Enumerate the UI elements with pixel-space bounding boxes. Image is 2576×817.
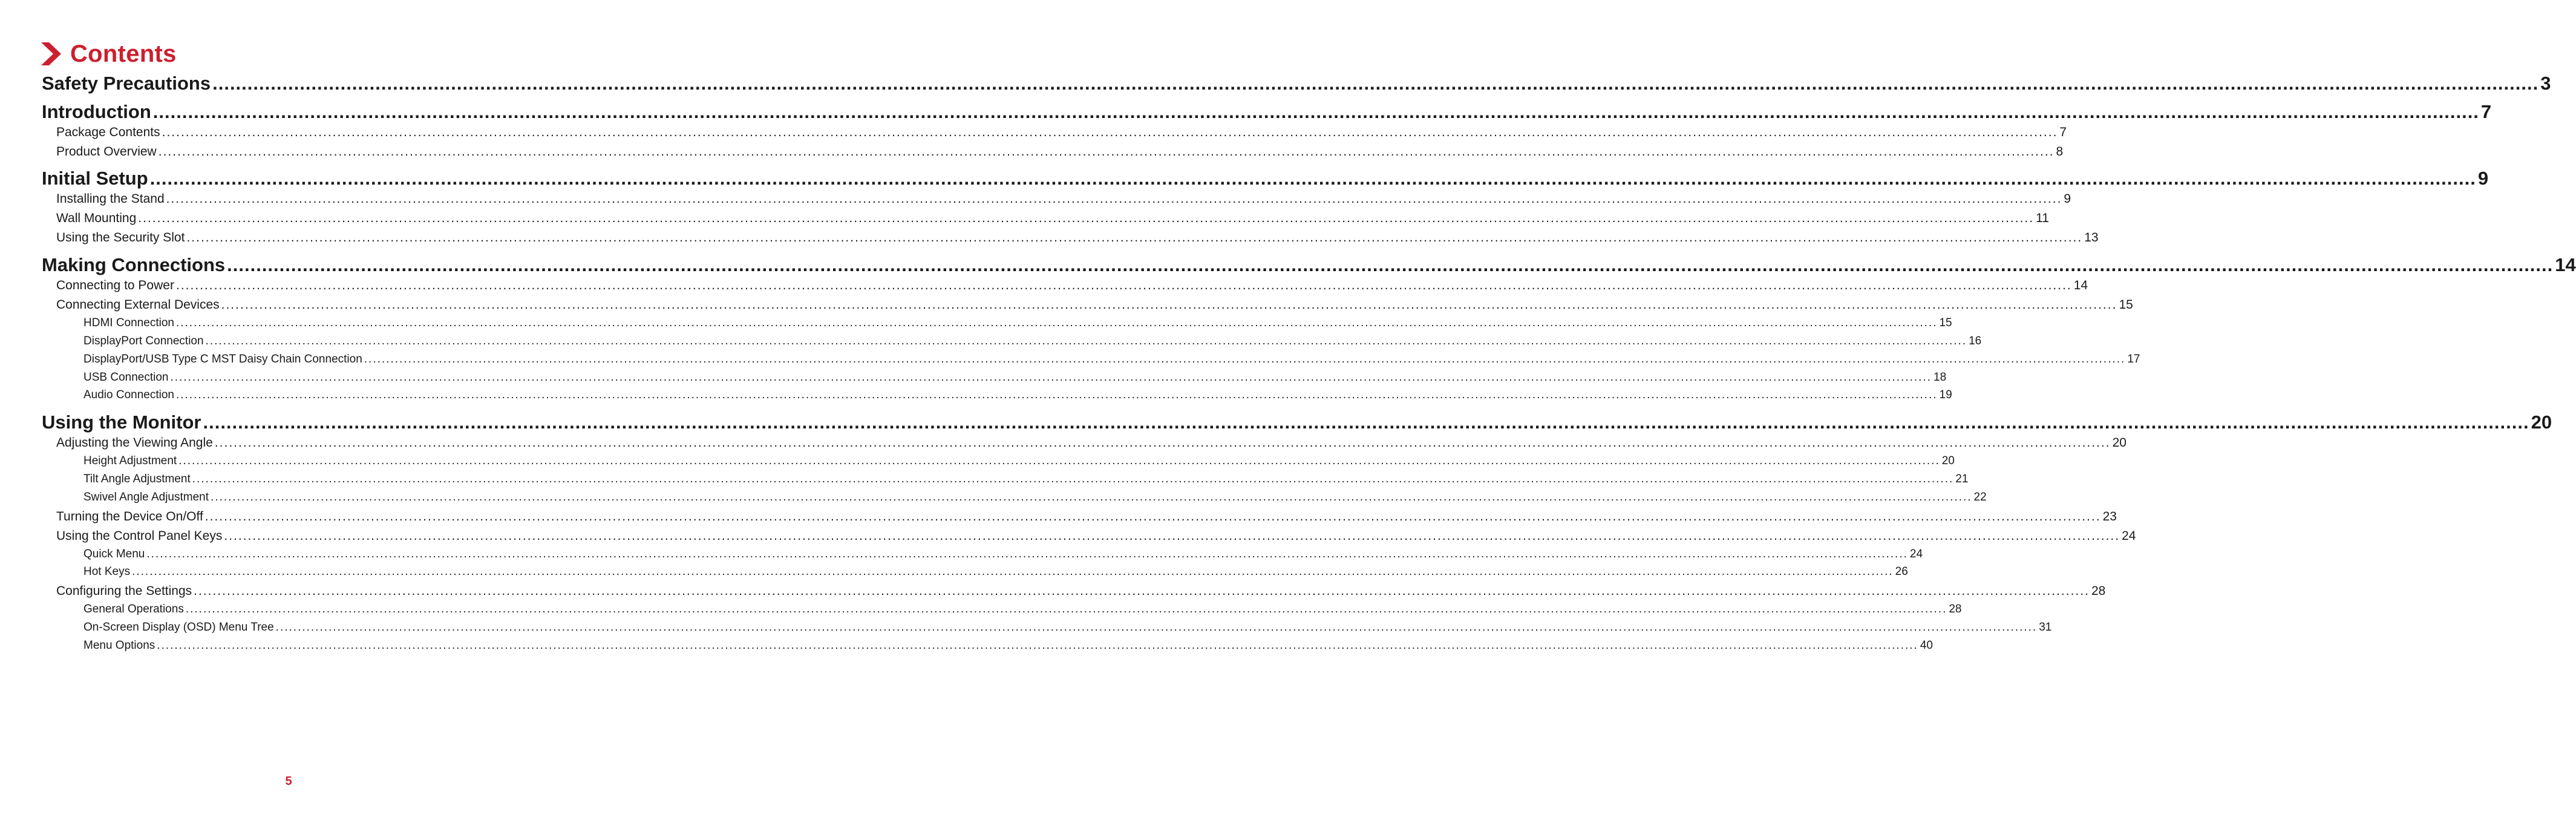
toc-entry-page: 3 [2540,73,2551,94]
toc-entry-title: Connecting to Power [56,278,174,292]
toc-entry-title: Using the Monitor [42,412,201,433]
toc-entry-page: 22 [1973,491,1987,504]
toc-entry[interactable] [83,473,1969,486]
toc-leader-dots: ................................................................................................................................................................................................................................................................................................................................................................................................................ [221,298,2117,312]
toc-entry-title: Connecting External Devices [56,298,220,312]
toc-entry-title: Product Overview [56,145,157,159]
toc-entry-title: Introduction [42,101,151,122]
toc-leader-dots: ................................................................................................................................................................................................................................................................................................................................................................................................................ [194,584,2090,598]
toc-entry-page: 9 [2064,192,2071,206]
toc-entry-title: DisplayPort/USB Type C MST Daisy Chain Connection [83,353,362,366]
toc-entry-title: Making Connections [42,254,226,275]
toc-leader-dots: ................................................................................................................................................................................................................................................................................................................................................................................................................ [203,412,2529,433]
toc-entry[interactable] [56,298,2133,312]
toc-entry[interactable] [42,412,2552,433]
toc-entry[interactable] [56,211,2049,226]
toc-entry[interactable] [56,231,2099,245]
toc-entry-page: 17 [2127,353,2140,366]
toc-leader-dots: ................................................................................................................................................................................................................................................................................................................................................................................................................ [212,73,2539,94]
toc-entry-title: Height Adjustment [83,454,177,467]
toc-entry-page: 20 [2112,436,2127,450]
toc-entry-page: 9 [2477,168,2489,189]
toc-leader-dots: ................................................................................................................................................................................................................................................................................................................................................................................................................ [227,254,2554,275]
toc-leader-dots: ................................................................................................................................................................................................................................................................................................................................................................................................................ [178,454,1940,467]
toc-entry-page: 7 [2059,125,2067,139]
toc-leader-dots: ................................................................................................................................................................................................................................................................................................................................................................................................................ [214,436,2111,450]
toc-leader-dots: ................................................................................................................................................................................................................................................................................................................................................................................................................ [152,101,2479,122]
toc-entry-title: Safety Precautions [42,73,211,94]
toc-entry-title: Package Contents [56,125,160,139]
toc-entry-title: Quick Menu [83,548,145,560]
toc-entry[interactable] [56,145,2064,159]
toc-leader-dots: ................................................................................................................................................................................................................................................................................................................................................................................................................ [138,211,2035,225]
toc-entry-page: 19 [1939,389,1952,401]
toc-leader-dots: ................................................................................................................................................................................................................................................................................................................................................................................................................ [166,192,2062,206]
page-number: 5 [285,775,292,788]
toc-entry-page: 18 [1934,371,1947,384]
toc-entry-page: 24 [2122,529,2136,543]
toc-entry-title: Installing the Stand [56,192,165,206]
toc-entry-page: 14 [2555,254,2576,275]
toc-entry[interactable] [83,639,1933,652]
toc-entry[interactable] [56,278,2088,293]
toc-entry-page: 20 [2531,412,2552,433]
chevron-right-icon [41,42,62,65]
toc-entry[interactable] [42,73,2551,94]
toc-entry-page: 14 [2073,278,2088,292]
toc-entry-title: DisplayPort Connection [83,335,204,347]
toc-entry-page: 28 [1949,603,1962,615]
toc-entry[interactable] [83,317,1952,330]
toc-leader-dots: ................................................................................................................................................................................................................................................................................................................................................................................................................ [176,389,1938,401]
toc-entry[interactable] [56,125,2067,140]
toc-entry-page: 13 [2084,231,2099,244]
toc-entry[interactable] [42,254,2576,276]
toc-entry[interactable] [56,529,2136,543]
toc-entry-title: Using the Control Panel Keys [56,529,223,543]
toc-entry-page: 26 [1895,565,1908,578]
toc-entry-title: Configuring the Settings [56,584,192,598]
toc-entry-page: 21 [1955,473,1969,485]
toc-entry-title: On-Screen Display (OSD) Menu Tree [83,621,274,634]
toc-entry-title: Swivel Angle Adjustment [83,491,209,504]
toc-entry[interactable] [56,436,2127,450]
toc-entry-page: 11 [2036,211,2049,225]
toc-entry[interactable] [83,454,1955,468]
toc-leader-dots: ................................................................................................................................................................................................................................................................................................................................................................................................................ [205,335,1967,347]
toc-leader-dots: ................................................................................................................................................................................................................................................................................................................................................................................................................ [175,317,1938,329]
toc-entry-page: 8 [2056,145,2064,159]
toc-leader-dots: ................................................................................................................................................................................................................................................................................................................................................................................................................ [162,125,2058,139]
toc-entry-title: Using the Security Slot [56,231,185,244]
toc-entry[interactable] [42,168,2489,189]
toc-entry-page: 16 [1969,335,1982,347]
toc-entry[interactable] [83,621,2052,634]
toc-entry[interactable] [83,389,1952,402]
toc-entry[interactable] [83,335,1982,348]
toc-entry-page: 15 [1939,317,1952,329]
toc-entry-title: HDMI Connection [83,317,174,329]
toc-leader-dots: ................................................................................................................................................................................................................................................................................................................................................................................................................ [158,145,2055,159]
contents-heading [41,39,177,69]
toc-entry-title: General Operations [83,603,184,615]
toc-entry[interactable] [56,584,2106,599]
toc-entry-page: 31 [2039,621,2052,634]
toc-entry-title: Adjusting the Viewing Angle [56,436,213,450]
toc-leader-dots: ................................................................................................................................................................................................................................................................................................................................................................................................................ [185,603,1947,615]
toc-entry-title: Menu Options [83,639,155,652]
toc-entry[interactable] [83,565,1908,579]
toc-entry-title: Tilt Angle Adjustment [83,473,191,485]
toc-leader-dots: ................................................................................................................................................................................................................................................................................................................................................................................................................ [186,231,2083,244]
toc-entry[interactable] [42,101,2492,123]
page-title: Contents [70,40,177,67]
toc-entry-title: USB Connection [83,371,169,384]
toc-entry-title: Hot Keys [83,565,131,578]
toc-entry[interactable] [56,510,2117,524]
toc-leader-dots: ................................................................................................................................................................................................................................................................................................................................................................................................................ [204,510,2101,523]
toc-leader-dots: ................................................................................................................................................................................................................................................................................................................................................................................................................ [157,639,1918,652]
toc-leader-dots: ................................................................................................................................................................................................................................................................................................................................................................................................................ [149,168,2476,189]
toc-entry-page: 15 [2119,298,2133,312]
toc-entry-page: 23 [2102,510,2117,523]
toc-entry[interactable] [83,353,2140,366]
toc-entry-title: Audio Connection [83,389,174,401]
toc-leader-dots: ................................................................................................................................................................................................................................................................................................................................................................................................................ [211,491,1972,504]
toc-leader-dots: ................................................................................................................................................................................................................................................................................................................................................................................................................ [175,278,2072,292]
toc-entry-page: 20 [1941,454,1955,467]
toc-entry[interactable] [83,603,1962,616]
toc-leader-dots: ................................................................................................................................................................................................................................................................................................................................................................................................................ [146,548,1908,560]
toc-entry-title: Turning the Device On/Off [56,510,203,523]
toc-entry[interactable] [83,491,1987,504]
toc-entry[interactable] [56,192,2071,206]
toc-leader-dots: ................................................................................................................................................................................................................................................................................................................................................................................................................ [275,621,2038,634]
toc-entry[interactable] [83,371,1947,384]
toc-entry-page: 28 [2091,584,2106,598]
toc-entry-page: 7 [2480,101,2492,122]
toc-leader-dots: ................................................................................................................................................................................................................................................................................................................................................................................................................ [132,565,1894,578]
toc-entry-title: Initial Setup [42,168,148,189]
toc-leader-dots: ................................................................................................................................................................................................................................................................................................................................................................................................................ [224,529,2120,543]
toc-entry-title: Wall Mounting [56,211,137,225]
toc-entry[interactable] [83,548,1923,561]
toc-leader-dots: ................................................................................................................................................................................................................................................................................................................................................................................................................ [170,371,1932,384]
toc-entry-page: 40 [1920,639,1933,652]
toc-entry-page: 24 [1909,548,1923,560]
toc-leader-dots: ................................................................................................................................................................................................................................................................................................................................................................................................................ [192,473,1954,485]
toc-leader-dots: ................................................................................................................................................................................................................................................................................................................................................................................................................ [364,353,2126,366]
